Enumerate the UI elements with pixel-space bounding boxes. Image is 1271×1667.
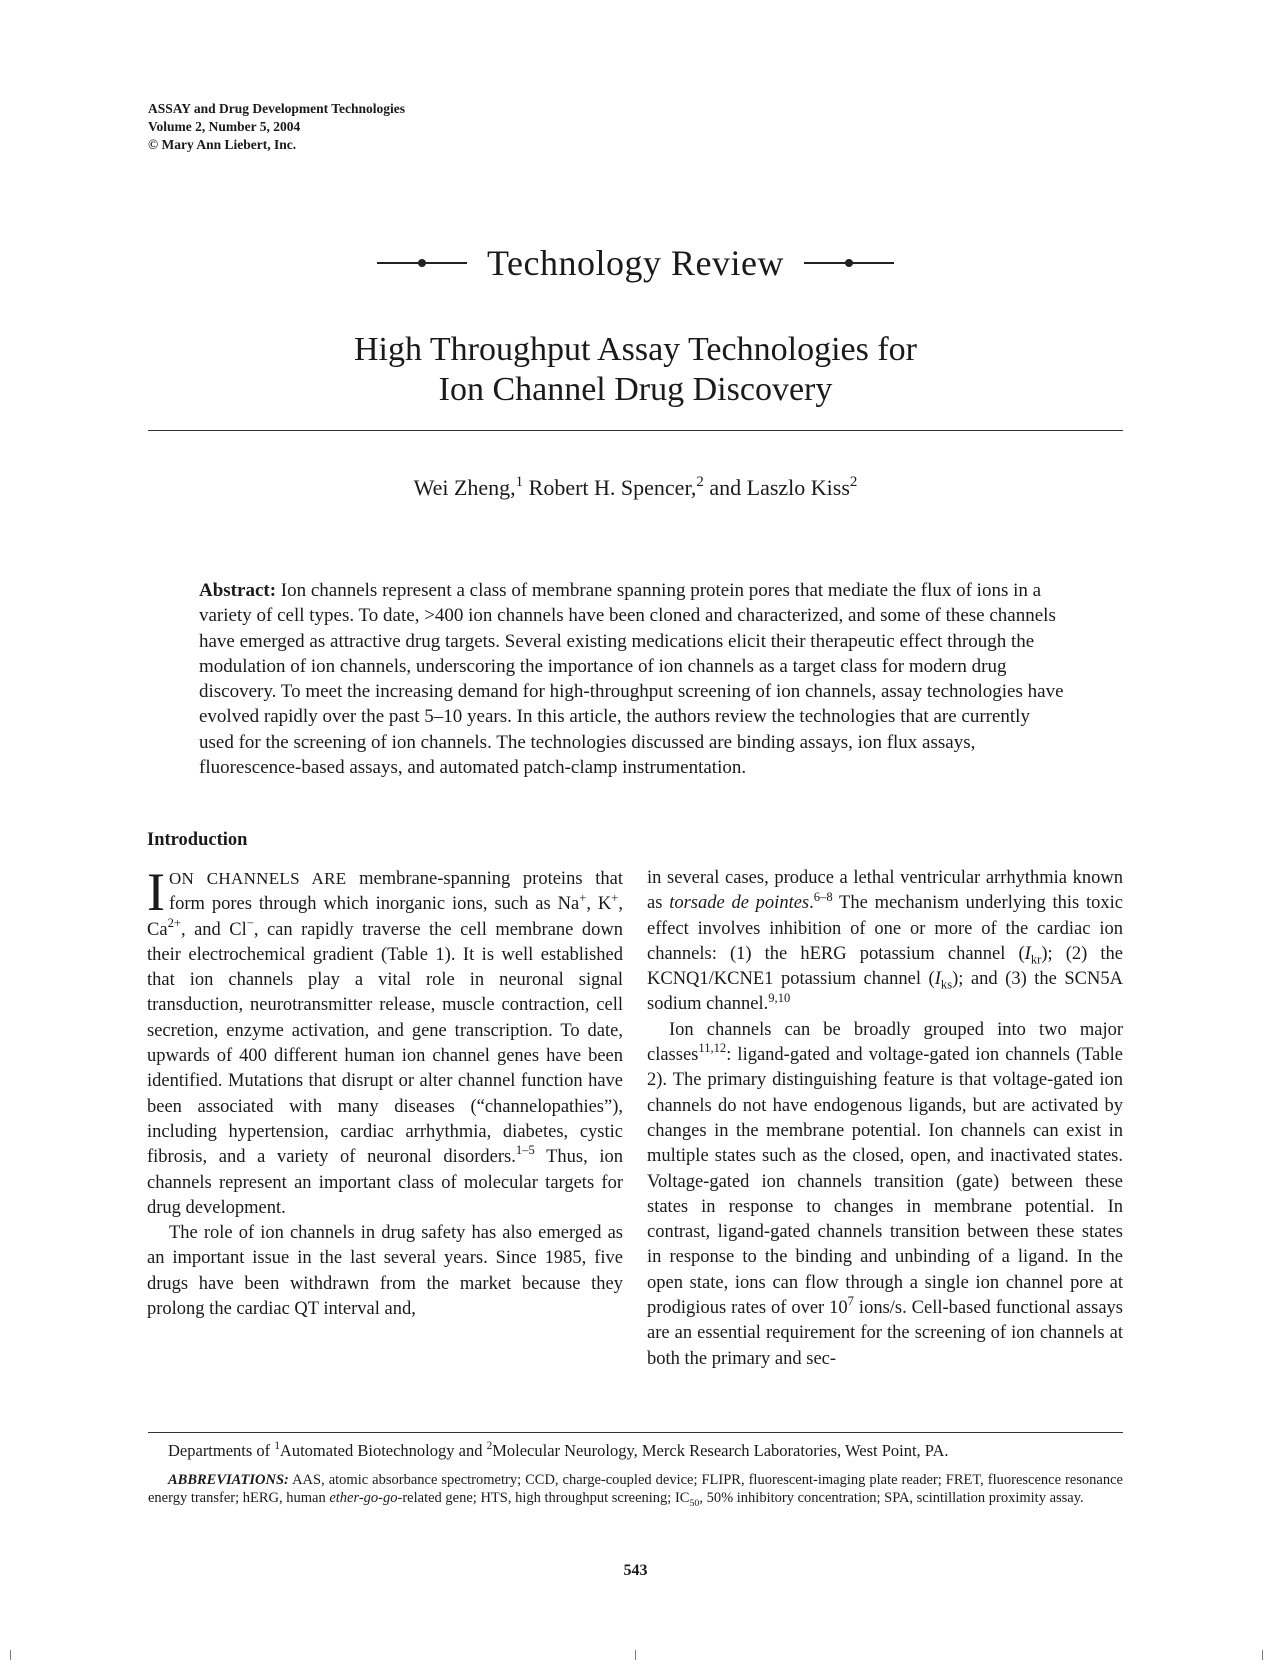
crop-mark bbox=[1262, 1650, 1263, 1660]
intro-paragraph-1 bbox=[147, 862, 623, 1221]
footnote-text: Molecular Neurology, Merck Research Laboratories, West Point, PA. bbox=[492, 1441, 949, 1460]
footnote-text: Automated Biotechnology and bbox=[279, 1441, 487, 1460]
footnote-text: , 50% inhibitory concentration; SPA, scintillation proximity assay. bbox=[699, 1490, 1084, 1506]
paragraph-text: in several cases, produce a lethal ventricular arrhythmia known as bbox=[647, 868, 1123, 914]
right-paragraph-2 bbox=[647, 1018, 1123, 1372]
right-column bbox=[647, 866, 1123, 1372]
crop-mark bbox=[10, 1650, 11, 1660]
charge-superscript: 2+ bbox=[167, 915, 181, 930]
title-divider bbox=[148, 430, 1123, 431]
author-affiliation-mark: 2 bbox=[849, 473, 858, 490]
journal-header bbox=[148, 100, 405, 154]
paragraph-text: , can rapidly traverse the cell membrane down their electrochemical gradient (Table 1). It is well established that ion channels play a vital role in neuronal signal transduction, neurotransmitter release, muscle contraction, cell secretion, enzyme activation, and gene transcription. To date, upwards of 400 different human ion channel genes have been identified. Mutations that disrupt or alter channel function have been associated with many diseases (“channelopathies”), including hypertension, cardiac arrhythmia, diabetes, cystic fibrosis, and a variety of neuronal disorders. bbox=[147, 919, 623, 1168]
journal-name: ASSAY and Drug Development Technologies bbox=[148, 101, 406, 116]
charge-superscript: + bbox=[579, 890, 587, 905]
paragraph-text: ); (2) the KCNQ1/KCNE1 potassium channel ( bbox=[647, 943, 1124, 990]
italic-term: ether-go-go bbox=[329, 1490, 398, 1506]
charge-superscript: − bbox=[246, 915, 254, 930]
abbreviations bbox=[148, 1471, 1123, 1507]
article-title bbox=[148, 330, 1123, 410]
section-heading bbox=[0, 238, 1271, 288]
paragraph-text: . bbox=[809, 893, 814, 914]
ornament-right-icon bbox=[804, 259, 894, 267]
current-symbol: I bbox=[934, 969, 941, 990]
current-symbol: I bbox=[1024, 943, 1031, 964]
abstract-text: Ion channels represent a class of membrane spanning protein pores that mediate the flux of ions in a variety of cell types. To date, >400 ion channels have been cloned and characterized, and some of these channels have emerged as attractive drug targets. Several existing medications elicit their therapeutic effect through the modulation of ion channels, underscoring the importance of ion channels as a target class for modern drug discovery. To meet the increasing demand for high-throughput screening of ion channels, assay technologies have evolved rapidly over the past 5–10 years. In this article, the authors review the technologies that are currently used for the screening of ion channels. The technologies discussed are binding assays, ion flux assays, fluorescence-based assays, and automated patch-clamp instrumentation. bbox=[199, 580, 1064, 779]
section-title: Technology Review bbox=[487, 243, 784, 283]
citation-reference: 1–5 bbox=[515, 1143, 535, 1158]
author-name: Wei Zheng, bbox=[413, 475, 516, 500]
lead-in-smallcaps: ON CHANNELS ARE bbox=[168, 869, 347, 888]
abstract-label: Abstract: bbox=[199, 580, 277, 601]
left-column bbox=[147, 830, 623, 1322]
paragraph-text: : ligand-gated and voltage-gated ion channels (Table 2). The primary distinguishing feature is that voltage-gated ion channels do not have endogenous ligands, but are activated by changes in the membrane potential. Ion channels can exist in multiple states such as the closed, open, and inactivated states. Voltage-gated ion channels transition (gate) between these states in response to changes in membrane potential. In contrast, ligand-gated channels transition between these states in response to the binding and unbinding of a ligand. In the open state, ions can flow through a single ion channel pore at prodigious rates of over 10 bbox=[647, 1045, 1123, 1319]
page-number: 543 bbox=[623, 1562, 648, 1579]
citation-reference: 11,12 bbox=[698, 1041, 727, 1056]
introduction-heading: Introduction bbox=[147, 830, 248, 850]
paragraph-text: ); and (3) the SCN5A sodium channel. bbox=[647, 969, 1123, 1015]
article-title-line2: Ion Channel Drug Discovery bbox=[438, 371, 833, 408]
intro-paragraph-2: The role of ion channels in drug safety has also emerged as an important issue in the last several years. Since 1985, five drugs have been withdrawn from the market because they prolong the cardiac QT interval and, bbox=[147, 1223, 623, 1320]
paragraph-text: , and Cl bbox=[180, 919, 247, 940]
paragraph-text: The mechanism underlying this toxic effect involves inhibition of one or more of the cardiac ion channels: (1) the hERG potassium channel ( bbox=[647, 893, 1123, 964]
author-affiliation-mark: 1 bbox=[515, 473, 524, 490]
crop-mark bbox=[635, 1650, 636, 1660]
paragraph-text: , K bbox=[586, 894, 612, 915]
current-subscript: kr bbox=[1030, 952, 1042, 967]
footnote-text: AAS, atomic absorbance spectrometry; CCD, charge-coupled device; FLIPR, fluorescent-imaging plate reader; FRET, fluorescence resonance energy transfer; hERG, human bbox=[148, 1472, 1123, 1506]
subscript: 50 bbox=[689, 1497, 700, 1509]
author-name: and Laszlo Kiss bbox=[703, 475, 850, 500]
current-subscript: ks bbox=[940, 977, 953, 992]
affiliations bbox=[168, 1440, 1123, 1462]
paragraph-text: Thus, ion channels represent an important class of molecular targets for drug development. bbox=[147, 1147, 623, 1218]
paragraph-text: membrane-spanning proteins that form pores through which inorganic ions, such as Na bbox=[168, 869, 623, 915]
article-title-line1: High Throughput Assay Technologies for bbox=[354, 331, 917, 368]
citation-reference: 9,10 bbox=[768, 990, 791, 1005]
abstract bbox=[199, 578, 1069, 780]
italic-term: torsade de pointes bbox=[669, 893, 810, 914]
author-name: Robert H. Spencer, bbox=[523, 475, 697, 500]
paragraph-text: , Ca bbox=[147, 894, 623, 940]
right-paragraph-1 bbox=[647, 866, 1123, 1018]
journal-copyright: © Mary Ann Liebert, Inc. bbox=[148, 137, 297, 152]
citation-reference: 6–8 bbox=[813, 889, 833, 904]
footnote-text: -related gene; HTS, high throughput screening; IC bbox=[397, 1490, 690, 1506]
ornament-left-icon bbox=[377, 259, 467, 267]
affiliation-mark: 2 bbox=[486, 1439, 493, 1452]
paragraph-text: Ion channels can be broadly grouped into two major classes bbox=[647, 1019, 1123, 1066]
charge-superscript: + bbox=[611, 890, 619, 905]
footnote-divider bbox=[148, 1432, 1123, 1433]
paragraph-text: ions/s. Cell-based functional assays are an essential requirement for the screening of ion channels at both the primary and sec- bbox=[647, 1298, 1123, 1369]
journal-volume: Volume 2, Number 5, 2004 bbox=[148, 119, 301, 134]
affiliation-mark: 1 bbox=[274, 1439, 280, 1452]
exponent: 7 bbox=[847, 1294, 854, 1309]
author-list bbox=[148, 475, 1123, 501]
drop-cap: I bbox=[147, 862, 165, 922]
footnote-text: Departments of bbox=[168, 1441, 275, 1460]
author-affiliation-mark: 2 bbox=[696, 473, 704, 490]
abbreviations-label: ABBREVIATIONS: bbox=[168, 1472, 289, 1488]
